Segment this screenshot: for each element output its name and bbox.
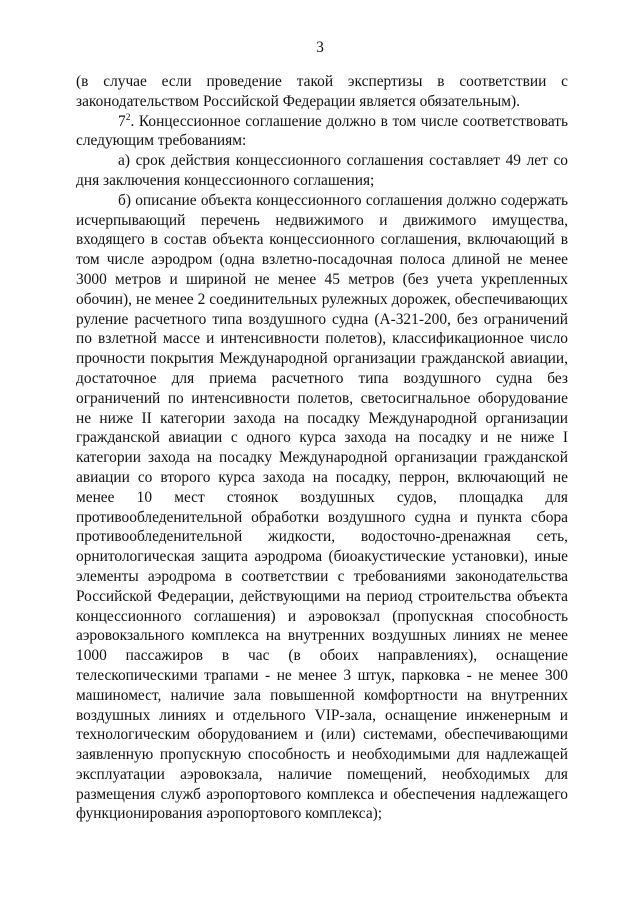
clause-text: . Концессионное соглашение должно в том числе соответствовать следующим требованиям:: [76, 112, 568, 150]
paragraph-continuation: (в случае если проведение такой экспертизы в соответствии с законодательством Российской Федерации является обязательным).: [76, 73, 568, 110]
document-body: [76, 72, 568, 824]
paragraph-subclause-b: б) описание объекта концессионного соглашения должно содержать исчерпывающий перечень недвижимого и движимого имущества, входящего в состав объекта концессионного соглашения, включающий в том числе аэродром (одна взлетно-посадочная полоса длиной не менее 3000 метров и шириной не менее 45 метров (без учета укрепленных обочин), не менее 2 соединительных рулежных дорожек, обеспечивающих руление расчетного типа воздушного судна (А-321-200, без ограничений по взлетной массе и интенсивности полетов), классификационное число прочности покрытия Международной организации гражданской авиации, достаточное для приема расчетного типа воздушного судна без ограничений по интенсивности полетов, светосигнальное оборудование не ниже II категории захода на посадку Международной организации гражданской авиации с одного курса захода на посадку и не ниже I категории захода на посадку Международной организации гражданской авиации со второго курса захода на посадку, перрон, включающий не менее 10 мест стоянок воздушных судов, площадка для противообледенительной обработки воздушного судна и пункта сбора противообледенительной жидкости, водосточно-дренажная сеть, орнитологическая защита аэродрома (биоакустические установки), иные элементы аэродрома в соответствии с требованиями законодательства Российской Федерации, действующими на период строительства объекта концессионного соглашения) и аэровокзал (пропускная способность аэровокзального комплекса на внутренних воздушных линиях не менее 1000 пассажиров в час (в обоих направлениях), оснащение телескопическими трапами - не менее 3 штук, парковка - не менее 300 машиномест, наличие зала повышенной комфортности на внутренних воздушных линиях и отдельного VIP-зала, оснащение инженерным и технологическим оборудованием и (или) системами, обеспечивающими заявленную пропускную способность и необходимыми для надлежащей эксплуатации аэровокзала, наличие помещений, необходимых для размещения служб аэропортового комплекса и обеспечения надлежащего функционирования аэропортового комплекса);: [76, 191, 568, 823]
clause-superscript: 2: [125, 111, 131, 123]
page-number: 3: [316, 39, 324, 56]
paragraph-subclause-a: а) срок действия концессионного соглашения составляет 49 лет со дня заключения концессионного соглашения;: [76, 152, 568, 189]
clause-number: 7: [118, 112, 126, 130]
paragraph-clause-7-2: [76, 112, 568, 152]
